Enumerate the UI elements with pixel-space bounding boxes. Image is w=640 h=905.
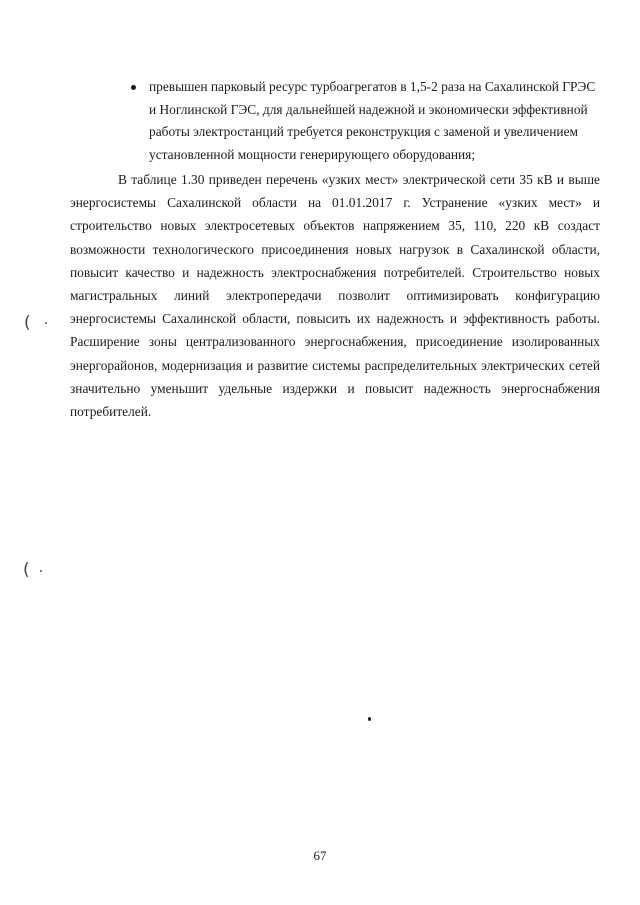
scan-speck bbox=[45, 322, 47, 324]
margin-mark-top: ( bbox=[24, 313, 31, 333]
page-number: 67 bbox=[313, 848, 327, 863]
scan-speck bbox=[368, 717, 371, 721]
bullet-dot-icon bbox=[131, 85, 136, 90]
scan-speck bbox=[40, 570, 42, 572]
body-paragraph: В таблице 1.30 приведен перечень «узких мест» электрической сети 35 кВ и выше энергосистемы Сахалинской области на 01.01.2017 г. Устранение «узких мест» и строительство новых электросетевых объектов напряжением 35, 110, 220 кВ создаст возможности технологического присоединения новых нагрузок в Сахалинской области, повысит качество и надежность электроснабжения потребителей. Строительство новых магистральных линий электропередачи позволит оптимизировать конфигурацию энергосистемы Сахалинской области, повысить их надежность и эффективность работы. Расширение зоны централизованного энергоснабжения, присоединение изолированных энергорайонов, модернизация и развитие системы распределительных электрических сетей значительно уменьшит удельные издержки и повысит надежность энергоснабжения потребителей. bbox=[70, 172, 600, 420]
margin-mark-bottom: ( bbox=[23, 560, 30, 580]
bullet-list-item bbox=[118, 76, 598, 167]
bullet-item-text: превышен парковый ресурс турбоагрегатов в 1,5-2 раза на Сахалинской ГРЭС и Ноглинской ГЭС, для дальнейшей надежной и экономически эффективной работы электростанций требуется реконструкция с заменой и увеличением установленной мощности генерирующего оборудования; bbox=[149, 79, 596, 163]
